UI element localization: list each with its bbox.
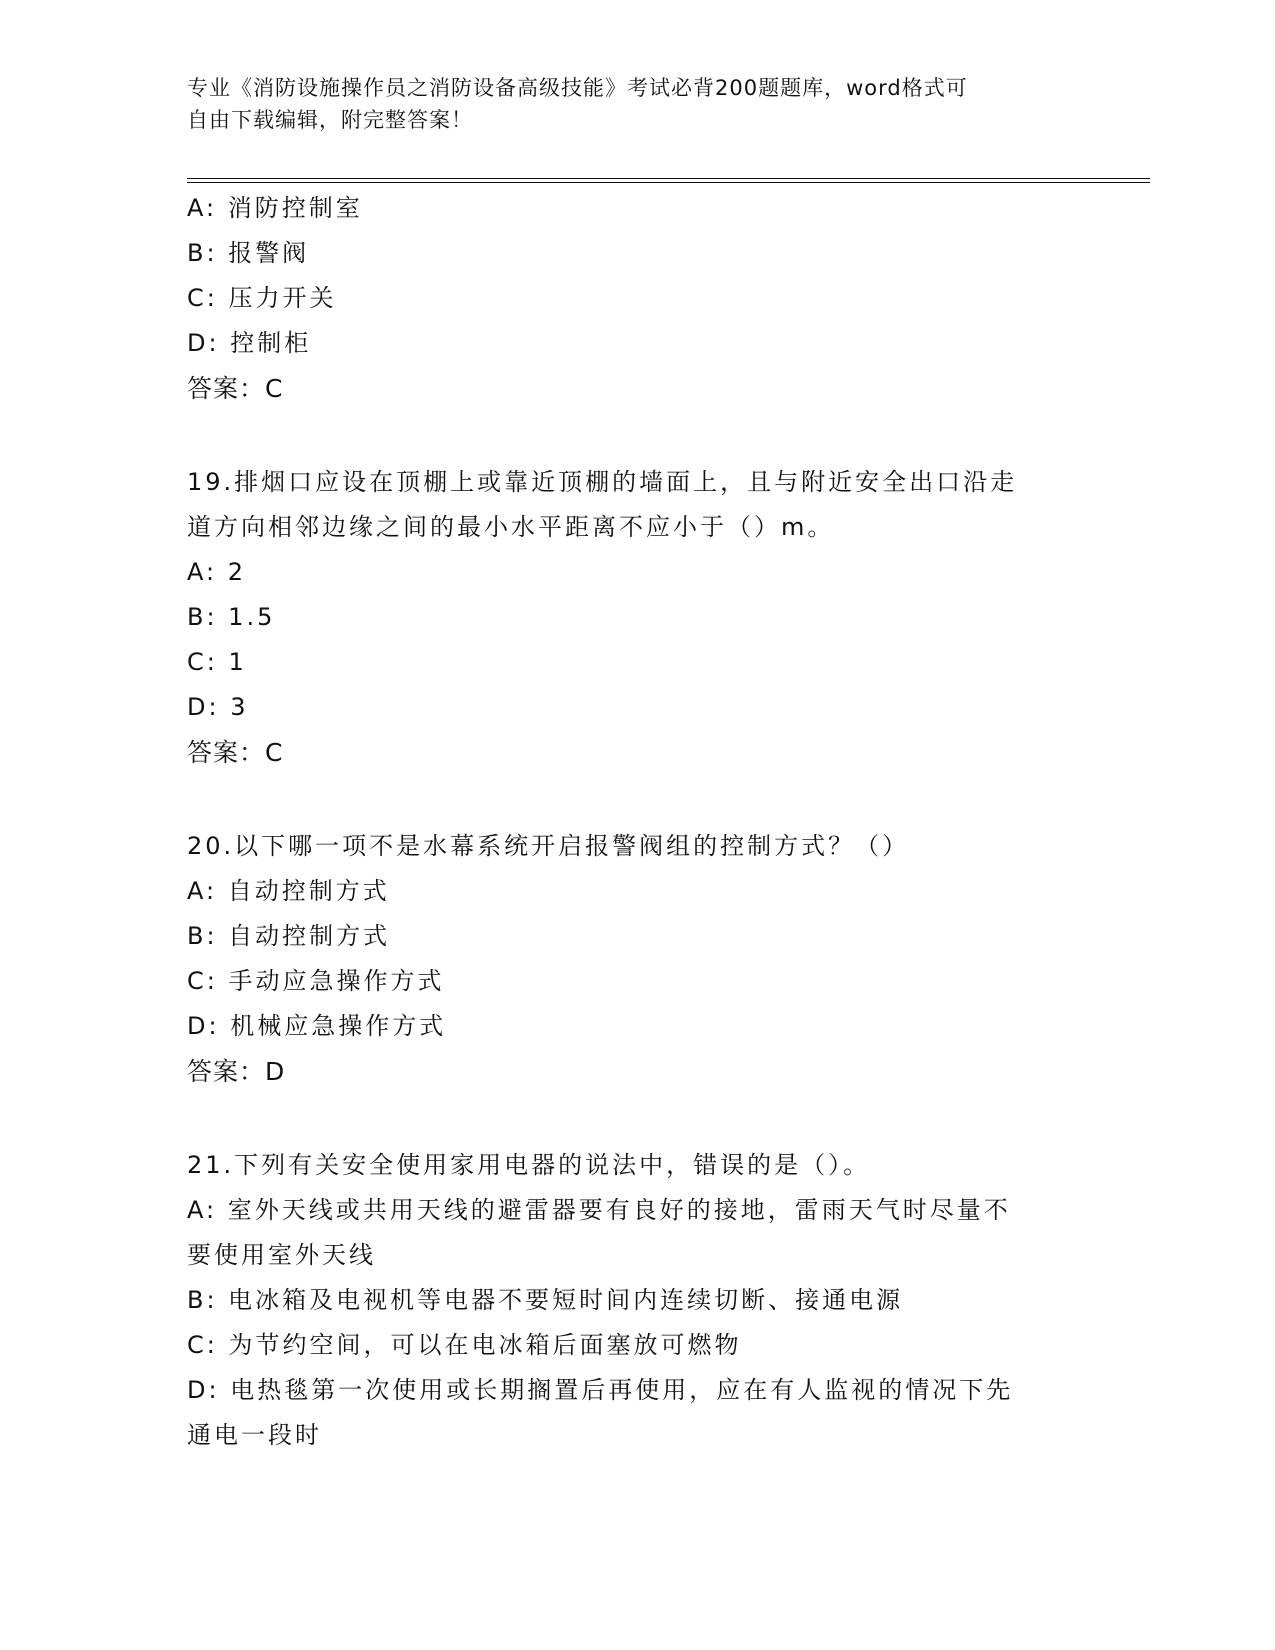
option-d: D: 3 bbox=[187, 693, 249, 721]
option-d: D: 机械应急操作方式 bbox=[187, 1012, 447, 1040]
option-d-line-2: 通电一段时 bbox=[187, 1421, 322, 1449]
option-b: B: 电冰箱及电视机等电器不要短时间内连续切断、接通电源 bbox=[187, 1286, 904, 1314]
question-list bbox=[187, 186, 1087, 1507]
answer: 答案：C bbox=[187, 374, 284, 403]
option-a: A: 消防控制室 bbox=[187, 194, 363, 222]
header-divider-bottom bbox=[187, 182, 1150, 183]
option-b: B: 报警阀 bbox=[187, 239, 310, 267]
option-a: A: 2 bbox=[187, 558, 246, 586]
header-title-line-1: 专业《消防设施操作员之消防设备高级技能》考试必背200题题库，word格式可 bbox=[187, 76, 968, 100]
option-a-line-1: A: 室外天线或共用天线的避雷器要有良好的接地，雷雨天气时尽量不 bbox=[187, 1196, 1011, 1224]
option-b: B: 自动控制方式 bbox=[187, 922, 391, 950]
question-21 bbox=[187, 1143, 1087, 1458]
answer: 答案：D bbox=[187, 1057, 286, 1086]
option-c: C: 手动应急操作方式 bbox=[187, 967, 445, 995]
option-b: B: 1.5 bbox=[187, 603, 276, 631]
answer: 答案：C bbox=[187, 738, 284, 767]
question-stem-line-1: 19.排烟口应设在顶棚上或靠近顶棚的墙面上，且与附近安全出口沿走 bbox=[187, 468, 1018, 496]
question-18 bbox=[187, 186, 1087, 411]
option-a-line-2: 要使用室外天线 bbox=[187, 1241, 376, 1269]
option-d-line-1: D: 电热毯第一次使用或长期搁置后再使用，应在有人监视的情况下先 bbox=[187, 1376, 1014, 1404]
option-c: C: 为节约空间，可以在电冰箱后面塞放可燃物 bbox=[187, 1331, 742, 1359]
question-19 bbox=[187, 460, 1087, 775]
header-title-line-2: 自由下载编辑，附完整答案！ bbox=[187, 108, 473, 132]
option-d: D: 控制柜 bbox=[187, 329, 312, 357]
option-c: C: 压力开关 bbox=[187, 284, 337, 312]
option-a: A: 自动控制方式 bbox=[187, 877, 390, 905]
question-stem: 21.下列有关安全使用家用电器的说法中，错误的是（）。 bbox=[187, 1151, 871, 1179]
header-divider-top bbox=[187, 178, 1150, 179]
document-header bbox=[187, 72, 1087, 136]
question-stem: 20.以下哪一项不是水幕系统开启报警阀组的控制方式？（） bbox=[187, 832, 910, 860]
question-20 bbox=[187, 824, 1087, 1094]
question-stem-line-2: 道方向相邻边缘之间的最小水平距离不应小于（）m。 bbox=[187, 513, 835, 541]
option-c: C: 1 bbox=[187, 648, 247, 676]
